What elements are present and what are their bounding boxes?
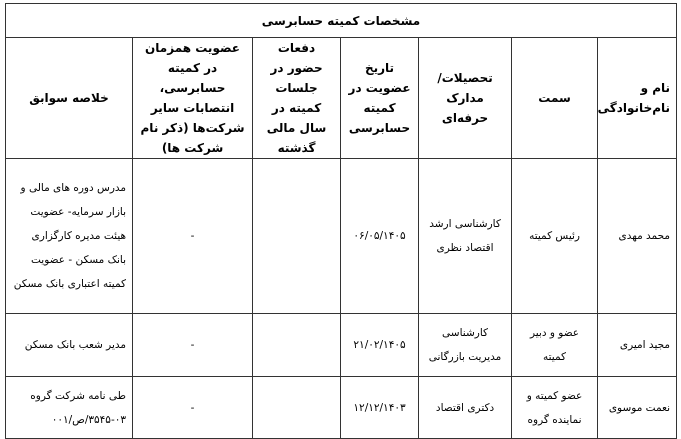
cell-education: کارشناسی ارشد اقتصاد نظری	[419, 159, 512, 314]
audit-committee-table	[5, 3, 677, 439]
table-row	[6, 314, 677, 377]
header-name: نام و نام‌خانوادگی	[598, 38, 677, 159]
cell-education: کارشناسی مدیریت بازرگانی	[419, 314, 512, 377]
cell-position: عضو کمیته و نماینده گروه	[512, 377, 598, 439]
cell-name: نعمت موسوی	[598, 377, 677, 439]
cell-attendance	[253, 377, 341, 439]
header-education: تحصیلات/مدارک حرفه‌ای	[419, 38, 512, 159]
cell-membership-date: ۱۲/۱۲/۱۴۰۳	[341, 377, 419, 439]
header-background: خلاصه سوابق	[6, 38, 133, 159]
cell-membership-date: ۰۶/۰۵/۱۴۰۵	[341, 159, 419, 314]
cell-position: رئیس کمیته	[512, 159, 598, 314]
header-attendance: دفعات حضور در جلسات کمیته در سال مالی گذشته	[253, 38, 341, 159]
header-position: سمت	[512, 38, 598, 159]
table-row	[6, 377, 677, 439]
cell-name: محمد مهدی	[598, 159, 677, 314]
header-concurrent: عضویت همزمان در کمیته حسابرسی، انتصابات سایر شرکت‌ها (ذکر نام شرکت ها)	[133, 38, 253, 159]
cell-membership-date: ۲۱/۰۲/۱۴۰۵	[341, 314, 419, 377]
header-membership-date: تاریخ عضویت در کمیته حسابرسی	[341, 38, 419, 159]
header-row	[6, 38, 677, 159]
cell-background: مدیر شعب بانک مسکن	[6, 314, 133, 377]
cell-attendance	[253, 314, 341, 377]
cell-background: مدرس دوره های مالی و بازار سرمایه- عضویت هیئت مدیره کارگزاری بانک مسکن - عضویت کمیته اعتباری بانک مسکن	[6, 159, 133, 314]
table-row	[6, 159, 677, 314]
cell-name: مجید امیری	[598, 314, 677, 377]
cell-background: طی نامه شرکت گروه ۰۳-۳۵۴۵/ص/۰۰۱	[6, 377, 133, 439]
cell-position: عضو و دبیر کمیته	[512, 314, 598, 377]
cell-education: دکتری اقتصاد	[419, 377, 512, 439]
table-title: مشخصات کمیته حسابرسی	[6, 4, 677, 38]
cell-attendance	[253, 159, 341, 314]
cell-concurrent: -	[133, 314, 253, 377]
cell-concurrent: -	[133, 159, 253, 314]
cell-concurrent: -	[133, 377, 253, 439]
